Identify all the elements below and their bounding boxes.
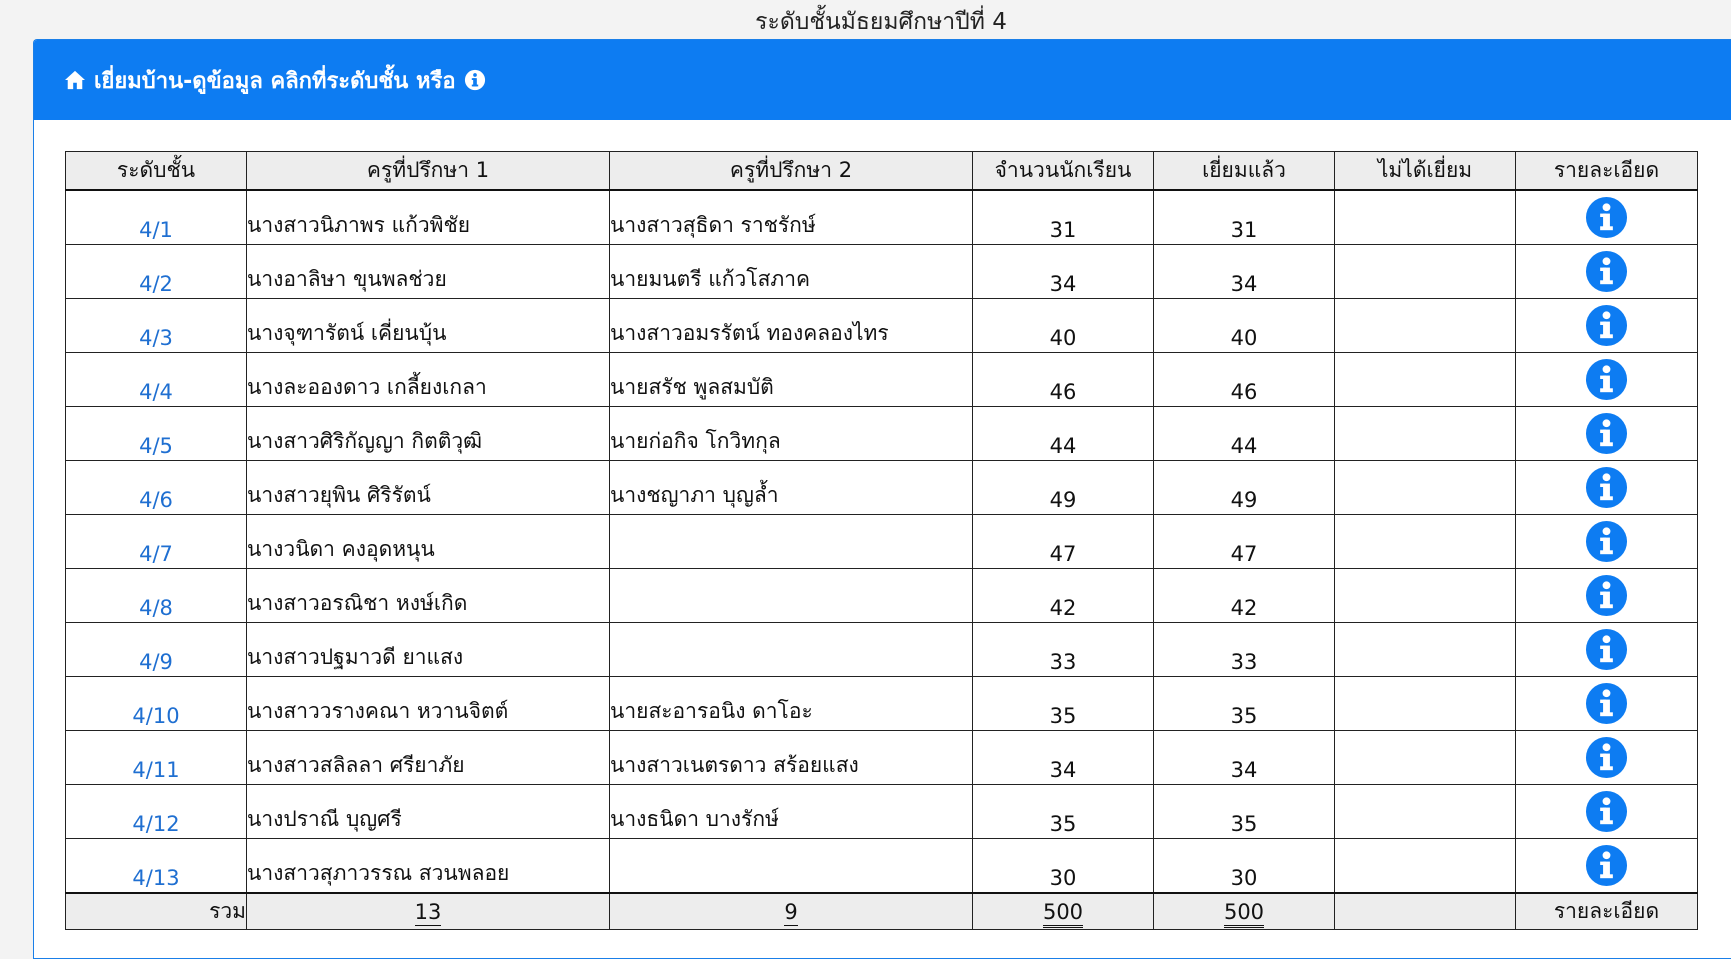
table-row [66, 785, 1698, 839]
table-row [66, 407, 1698, 461]
students-cell: 30 [973, 839, 1154, 894]
students-cell: 34 [973, 245, 1154, 299]
detail-cell [1516, 623, 1698, 677]
table-footer-row [66, 893, 1698, 930]
table-row [66, 190, 1698, 245]
advisor2-cell: นางชญาภา บุญล้ำ [610, 461, 973, 515]
info-circle-icon[interactable] [1585, 250, 1628, 293]
not-visited-cell [1335, 731, 1516, 785]
info-circle-icon[interactable] [464, 69, 486, 91]
advisor2-cell: นายก่อกิจ โกวิทกุล [610, 407, 973, 461]
table-row [66, 245, 1698, 299]
class-level-link[interactable]: 4/11 [66, 731, 247, 785]
class-level-link[interactable]: 4/2 [66, 245, 247, 299]
column-header-detail[interactable]: รายละเอียด [1516, 152, 1698, 191]
advisor2-count-value: 9 [784, 899, 798, 924]
table-row [66, 569, 1698, 623]
class-level-link[interactable]: 4/10 [66, 677, 247, 731]
students-cell: 49 [973, 461, 1154, 515]
detail-cell [1516, 785, 1698, 839]
advisor2-cell: นายสรัช พูลสมบัติ [610, 353, 973, 407]
table-row [66, 515, 1698, 569]
not-visited-cell [1335, 461, 1516, 515]
detail-cell [1516, 569, 1698, 623]
info-circle-icon[interactable] [1585, 412, 1628, 455]
students-cell: 31 [973, 190, 1154, 245]
visited-cell: 42 [1154, 569, 1335, 623]
advisor1-cell: นางสาวศิริกัญญา กิตติวุฒิ [247, 407, 610, 461]
visited-cell: 49 [1154, 461, 1335, 515]
detail-cell [1516, 245, 1698, 299]
students-cell: 46 [973, 353, 1154, 407]
not-visited-cell [1335, 677, 1516, 731]
not-visited-cell [1335, 515, 1516, 569]
advisor1-cell: นางสาวปฐมาวดี ยาแสง [247, 623, 610, 677]
students-cell: 42 [973, 569, 1154, 623]
advisor1-cell: นางละอองดาว เกลี้ยงเกลา [247, 353, 610, 407]
footer-detail-label: รายละเอียด [1516, 893, 1698, 930]
detail-cell [1516, 190, 1698, 245]
not-visited-cell [1335, 353, 1516, 407]
table-row [66, 677, 1698, 731]
class-level-link[interactable]: 4/8 [66, 569, 247, 623]
info-circle-icon[interactable] [1585, 628, 1628, 671]
visit-table [65, 151, 1698, 930]
detail-cell [1516, 353, 1698, 407]
card-header-title: เยี่ยมบ้าน-ดูข้อมูล คลิกที่ระดับชั้น หรือ [94, 68, 456, 94]
info-circle-icon[interactable] [1585, 682, 1628, 725]
not-visited-cell [1335, 839, 1516, 894]
class-level-link[interactable]: 4/9 [66, 623, 247, 677]
visited-cell: 34 [1154, 245, 1335, 299]
advisor1-cell: นางสาวสลิลลา ศรียาภัย [247, 731, 610, 785]
advisor1-cell: นางสาวอรณิชา หงษ์เกิด [247, 569, 610, 623]
advisor2-cell: นางสาวอมรรัตน์ ทองคลองไทร [610, 299, 973, 353]
students-total-value: 500 [1043, 900, 1083, 928]
advisor2-cell: นางธนิดา บางรักษ์ [610, 785, 973, 839]
advisor2-cell: นายมนตรี แก้วโสภาค [610, 245, 973, 299]
column-header-advisor1[interactable]: ครูที่ปรึกษา 1 [247, 152, 610, 191]
table-row [66, 461, 1698, 515]
visited-cell: 30 [1154, 839, 1335, 894]
footer-not-visited-total [1335, 893, 1516, 930]
visited-cell: 44 [1154, 407, 1335, 461]
advisor1-cell: นางสาวยุพิน ศิริรัตน์ [247, 461, 610, 515]
table-row [66, 839, 1698, 894]
detail-cell [1516, 461, 1698, 515]
info-circle-icon[interactable] [1585, 304, 1628, 347]
info-circle-icon[interactable] [1585, 574, 1628, 617]
detail-cell [1516, 839, 1698, 894]
footer-advisor2-count [610, 893, 973, 930]
advisor1-cell: นางวนิดา คงอุดหนุน [247, 515, 610, 569]
detail-cell [1516, 407, 1698, 461]
info-circle-icon[interactable] [1585, 358, 1628, 401]
detail-cell [1516, 677, 1698, 731]
class-level-link[interactable]: 4/7 [66, 515, 247, 569]
visited-cell: 47 [1154, 515, 1335, 569]
column-header-students[interactable]: จำนวนนักเรียน [973, 152, 1154, 191]
advisor2-cell: นายสะอารอนิง ดาโอะ [610, 677, 973, 731]
not-visited-cell [1335, 190, 1516, 245]
students-cell: 33 [973, 623, 1154, 677]
table-row [66, 731, 1698, 785]
not-visited-cell [1335, 785, 1516, 839]
not-visited-cell [1335, 623, 1516, 677]
advisor1-count-value: 13 [414, 899, 442, 924]
class-level-link[interactable]: 4/13 [66, 839, 247, 894]
info-circle-icon[interactable] [1585, 520, 1628, 563]
visited-cell: 35 [1154, 677, 1335, 731]
footer-advisor1-count [247, 893, 610, 930]
detail-cell [1516, 515, 1698, 569]
advisor2-cell: นางสาวเนตรดาว สร้อยแสง [610, 731, 973, 785]
students-cell: 40 [973, 299, 1154, 353]
home-icon [64, 70, 86, 90]
footer-visited-total [1154, 893, 1335, 930]
not-visited-cell [1335, 299, 1516, 353]
info-circle-icon[interactable] [1585, 196, 1628, 239]
visited-cell: 31 [1154, 190, 1335, 245]
advisor2-cell [610, 515, 973, 569]
visited-cell: 35 [1154, 785, 1335, 839]
visited-total-value: 500 [1224, 900, 1264, 928]
card-header [34, 40, 1731, 120]
students-cell: 35 [973, 677, 1154, 731]
advisor1-cell: นางจุฑารัตน์ เคี่ยนบุ้น [247, 299, 610, 353]
column-header-level[interactable]: ระดับชั้น [66, 152, 247, 191]
info-circle-icon[interactable] [1585, 736, 1628, 779]
not-visited-cell [1335, 407, 1516, 461]
not-visited-cell [1335, 569, 1516, 623]
not-visited-cell [1335, 245, 1516, 299]
table-row [66, 353, 1698, 407]
advisor1-cell: นางสาวสุภาวรรณ สวนพลอย [247, 839, 610, 894]
info-circle-icon[interactable] [1585, 466, 1628, 509]
class-level-link[interactable]: 4/4 [66, 353, 247, 407]
advisor2-cell [610, 623, 973, 677]
visited-cell: 46 [1154, 353, 1335, 407]
column-header-visited[interactable]: เยี่ยมแล้ว [1154, 152, 1335, 191]
table-header-row [66, 152, 1698, 191]
advisor2-cell [610, 569, 973, 623]
column-header-not-visited[interactable]: ไม่ได้เยี่ยม [1335, 152, 1516, 191]
students-cell: 35 [973, 785, 1154, 839]
advisor2-cell [610, 839, 973, 894]
class-level-link[interactable]: 4/3 [66, 299, 247, 353]
advisor1-cell: นางอาลิษา ขุนพลช่วย [247, 245, 610, 299]
advisor1-cell: นางสาวนิภาพร แก้วพิชัย [247, 190, 610, 245]
class-level-link[interactable]: 4/12 [66, 785, 247, 839]
detail-cell [1516, 299, 1698, 353]
students-cell: 44 [973, 407, 1154, 461]
visited-cell: 34 [1154, 731, 1335, 785]
table-row [66, 299, 1698, 353]
students-cell: 47 [973, 515, 1154, 569]
class-level-link[interactable]: 4/1 [66, 190, 247, 245]
class-level-link[interactable]: 4/6 [66, 461, 247, 515]
column-header-advisor2[interactable]: ครูที่ปรึกษา 2 [610, 152, 973, 191]
advisor2-cell: นางสาวสุธิดา ราชรักษ์ [610, 190, 973, 245]
info-circle-icon[interactable] [1585, 790, 1628, 833]
advisor1-cell: นางปราณี บุญศรี [247, 785, 610, 839]
class-level-link[interactable]: 4/5 [66, 407, 247, 461]
detail-cell [1516, 731, 1698, 785]
info-circle-icon[interactable] [1585, 844, 1628, 887]
visited-cell: 33 [1154, 623, 1335, 677]
table-row [66, 623, 1698, 677]
footer-students-total [973, 893, 1154, 930]
advisor1-cell: นางสาววรางคณา หวานจิตต์ [247, 677, 610, 731]
visited-cell: 40 [1154, 299, 1335, 353]
page-heading: ระดับชั้นมัธยมศึกษาปีที่ 4 [755, 9, 1007, 35]
students-cell: 34 [973, 731, 1154, 785]
footer-label: รวม [66, 893, 247, 930]
